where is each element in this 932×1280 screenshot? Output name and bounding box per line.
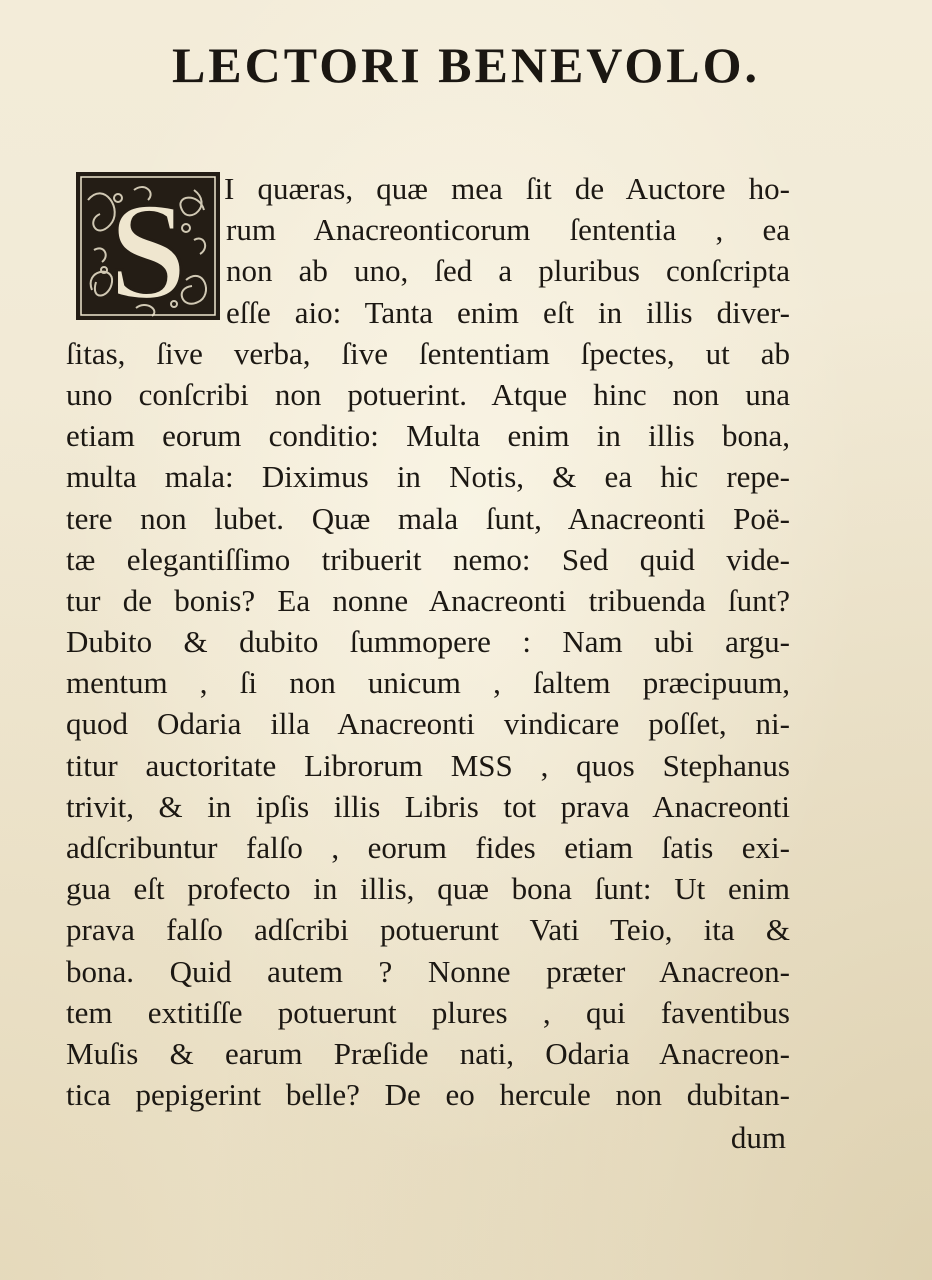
text-line: etiam eorum conditio: Multa enim in illis bona, — [66, 418, 790, 454]
text-line: mentum , ſi non unicum , ſaltem præcipuum, — [66, 665, 790, 701]
text-line: tem extitiſſe potuerunt plures , qui faventibus — [66, 994, 790, 1030]
body-text — [66, 168, 790, 1115]
text-line: bona. Quid autem ? Nonne præter Anacreon- — [66, 953, 790, 989]
text-line: uno conſcribi non potuerint. Atque hinc non una — [66, 376, 790, 412]
text-line: tica pepigerint belle? De eo hercule non dubitan- — [66, 1077, 790, 1113]
text-line: multa mala: Diximus in Notis, & ea hic repe- — [66, 459, 790, 495]
text-line: I quæras, quæ mea ſit de Auctore ho- — [224, 171, 790, 206]
text-line: Muſis & earum Præſide nati, Odaria Anacreon- — [66, 1035, 790, 1071]
text-line: titur auctoritate Librorum MSS , quos Stephanus — [66, 747, 790, 783]
text-line: gua eſt profecto in illis, quæ bona ſunt: Ut enim — [66, 871, 790, 907]
text-line: adſcribuntur falſo , eorum fides etiam ſatis exi- — [66, 830, 790, 865]
page-title: LECTORI BENEVOLO. — [171, 37, 761, 93]
text-line: non ab uno, ſed a pluribus conſcripta — [226, 253, 790, 289]
text-line: quod Odaria illa Anacreonti vindicare poſſet, ni- — [66, 706, 790, 742]
text-line: tur de bonis? Ea nonne Anacreonti tribuenda ſunt? — [66, 582, 790, 618]
text-line: rum Anacreonticorum ſententia , ea — [226, 212, 790, 248]
dropcap-letter: S — [109, 174, 187, 322]
text-line: ſitas, ſive verba, ſive ſententiam ſpectes, ut ab — [66, 335, 790, 371]
text-line: eſſe aio: Tanta enim eſt in illis diver- — [226, 294, 790, 330]
text-line: Dubito & dubito ſummopere : Nam ubi argu- — [66, 624, 790, 660]
text-line: tæ elegantiſſimo tribuerit nemo: Sed quid vide- — [66, 541, 790, 577]
text-line: prava falſo adſcribi potuerunt Vati Teio, ita & — [66, 912, 790, 948]
text-line: tere non lubet. Quæ mala ſunt, Anacreonti Poë- — [66, 500, 790, 536]
catchword: dum — [730, 1120, 786, 1155]
text-line: trivit, & in ipſis illis Libris tot prava Anacreonti — [66, 788, 790, 824]
